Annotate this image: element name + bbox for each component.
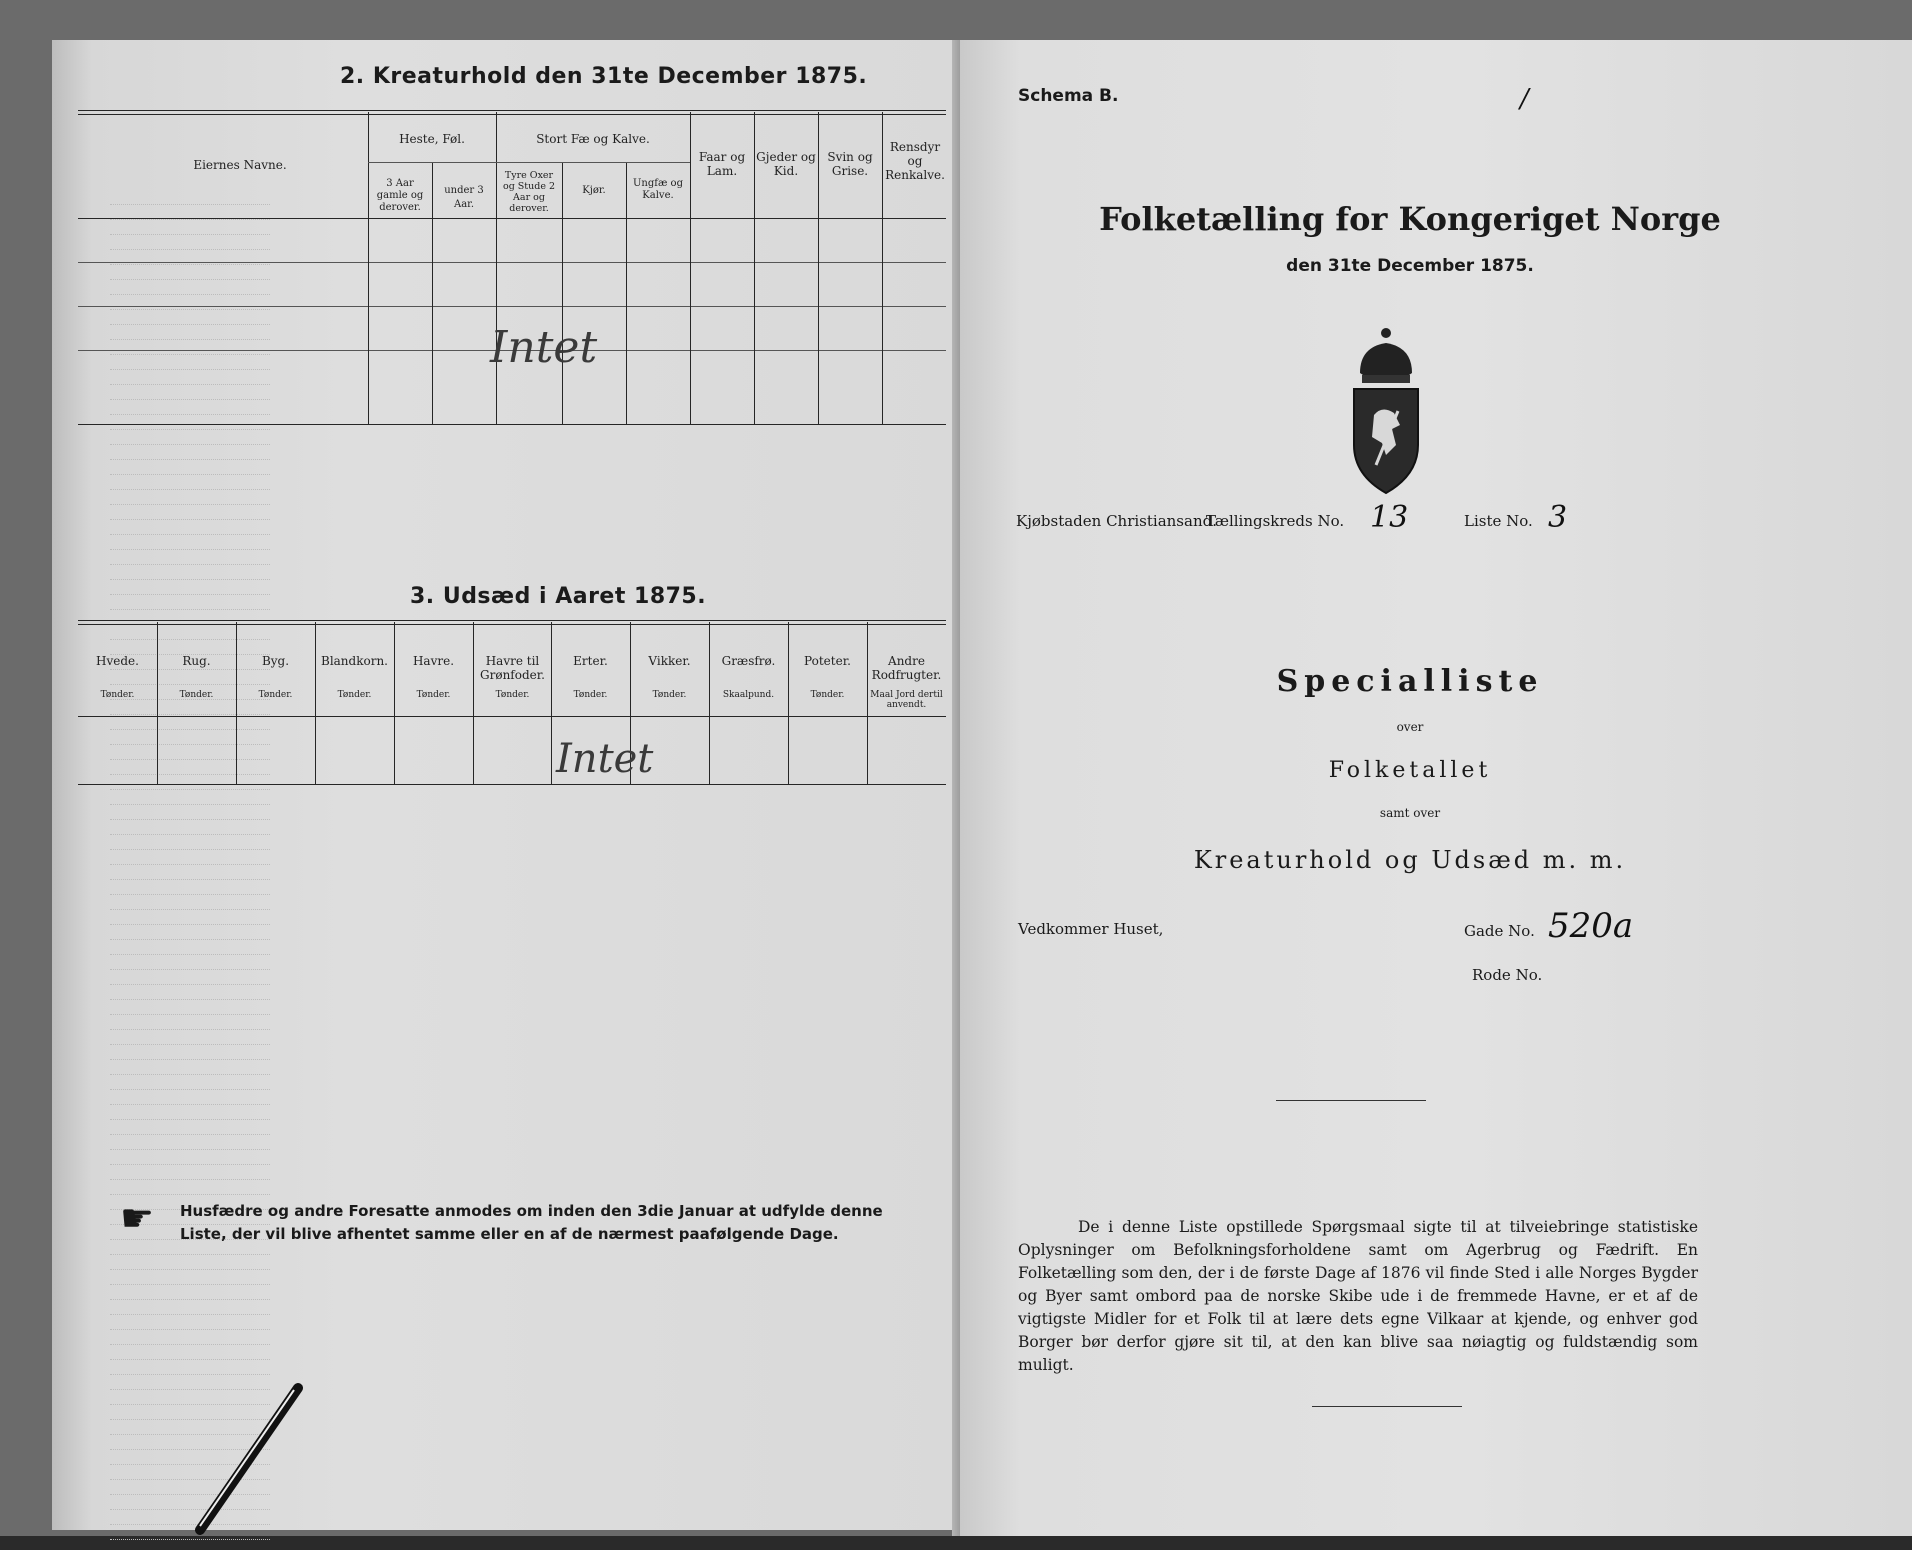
table3-header: Græsfrø. — [721, 654, 776, 668]
rode-label: Rode No. — [1472, 966, 1543, 984]
norway-coat-of-arms-icon — [1346, 325, 1426, 500]
header-horses-adult: 3 Aar gamle og derover. — [376, 178, 424, 213]
table3-column-divider — [551, 622, 552, 784]
samt-over-text: samt over — [1379, 806, 1441, 820]
header-horses: Heste, Føl. — [399, 132, 465, 146]
table3-unit: Tønder. — [179, 690, 214, 700]
schema-label: Schema B. — [1018, 86, 1119, 106]
census-title: Folketælling for Kongeriget Norge — [1099, 200, 1721, 238]
table3-header: Blandkorn. — [321, 654, 388, 668]
table3-unit: Tønder. — [652, 690, 687, 700]
table2-bottom — [78, 424, 946, 425]
header-cattle-bulls: Tyre Oxer og Stude 2 Aar og derover. — [502, 170, 556, 214]
pen-icon — [170, 1380, 310, 1536]
header-cattle: Stort Fæ og Kalve. — [536, 132, 650, 146]
kreds-value: 13 — [1370, 500, 1409, 535]
table3-unit: Tønder. — [416, 690, 451, 700]
header-goats: Gjeder og Kid. — [756, 150, 816, 178]
notice-text: Husfædre og andre Foresatte anmodes om inden den 3die Januar at udfylde denne Liste, der vil blive afhentet samme eller en af de nærmest paafølgende Dage. — [180, 1202, 883, 1243]
table3-column-divider — [236, 622, 237, 784]
table3-unit: Skaalpund. — [722, 690, 775, 700]
liste-value: 3 — [1548, 500, 1568, 535]
vedkommer-label: Vedkommer Huset, — [1018, 920, 1164, 938]
table3-header: Havre. — [412, 654, 455, 668]
intro-paragraph: De i denne Liste opstillede Spørgsmaal sigte til at tilveiebringe statistiske Oplysninger om Befolkningsforholdene samt om Agerbrug og Fædrift. En Folketælling som den, der i de første Dage af 1876 vil finde Sted i alle Norges Bygder og Byer samt ombord paa de norske Skibe ude i de fremmede Havne, er et af de vigtigste Midler for et Folk til at lære dets egne Vilkaar at kjende, og enhver god Borger bør derfor gjøre sit til, at den kan blive saa nøiagtig og fuldstændig som muligt. — [1018, 1218, 1698, 1374]
header-owner: Eiernes Navne. — [193, 158, 287, 172]
kreds-label: Tællingskreds No. — [1206, 512, 1345, 530]
liste-label: Liste No. — [1464, 512, 1533, 530]
table3-column-divider — [315, 622, 316, 784]
header-cattle-calves: Ungfæ og Kalve. — [633, 178, 683, 201]
table3-column-divider — [157, 622, 158, 784]
table3-unit: Tønder. — [337, 690, 372, 700]
over-text-1: over — [1396, 720, 1424, 734]
table3-column-divider — [709, 622, 710, 784]
folketallet-text: Folketallet — [1328, 758, 1492, 783]
table3-column-divider — [788, 622, 789, 784]
table3-unit: Tønder. — [258, 690, 293, 700]
table3-header: Poteter. — [804, 654, 851, 668]
table3-column-divider — [394, 622, 395, 784]
header-horses-young: under 3 Aar. — [444, 185, 484, 210]
pointing-hand-icon: ☛ — [120, 1196, 155, 1240]
table3-unit: Tønder. — [495, 690, 530, 700]
handwritten-intet-seed: Intet — [556, 736, 654, 782]
divider-2 — [1312, 1406, 1462, 1407]
census-date: den 31te December 1875. — [1286, 256, 1534, 276]
table3-unit: Tønder. — [100, 690, 135, 700]
kjobstad-label: Kjøbstaden Christiansand. — [1016, 512, 1217, 530]
specialliste-heading: Specialliste — [1276, 664, 1544, 699]
table2-header-bottom — [78, 218, 946, 219]
section3-title: 3. Udsæd i Aaret 1875. — [410, 584, 707, 609]
table3-header: Havre til Grønfoder. — [480, 654, 545, 682]
table3-header: Vikker. — [648, 654, 691, 668]
header-reindeer: Rensdyr og Renkalve. — [885, 140, 945, 182]
table3-bottom — [78, 784, 946, 785]
table3-header: Erter. — [573, 654, 608, 668]
header-sheep: Faar og Lam. — [698, 150, 746, 178]
table3-header: Byg. — [261, 654, 290, 668]
header-cattle-cows: Kjør. — [582, 185, 606, 196]
handwritten-intet-livestock: Intet — [490, 322, 598, 373]
left-page — [52, 40, 960, 1530]
table3-header: Hvede. — [96, 654, 139, 668]
divider-1 — [1276, 1100, 1426, 1101]
corner-mark: / — [1520, 84, 1529, 114]
kreaturhold-text: Kreaturhold og Udsæd m. m. — [1193, 846, 1627, 874]
gade-label: Gade No. — [1464, 922, 1535, 940]
table3-column-divider — [473, 622, 474, 784]
table3-header: Andre Rodfrugter. — [871, 654, 942, 682]
table3-header-bottom — [78, 716, 946, 717]
header-pigs: Svin og Grise. — [827, 150, 873, 178]
gade-value: 520a — [1548, 906, 1634, 946]
table3-top-border — [78, 620, 946, 621]
left-margin-bleedthrough — [110, 190, 270, 1550]
table3-unit: Tønder. — [573, 690, 608, 700]
table2-top-border — [78, 110, 946, 111]
table3-unit: Tønder. — [810, 690, 845, 700]
section2-title: 2. Kreaturhold den 31te December 1875. — [340, 64, 868, 89]
table3-header: Rug. — [182, 654, 211, 668]
table3-unit: Maal Jord dertil anvendt. — [870, 690, 943, 710]
